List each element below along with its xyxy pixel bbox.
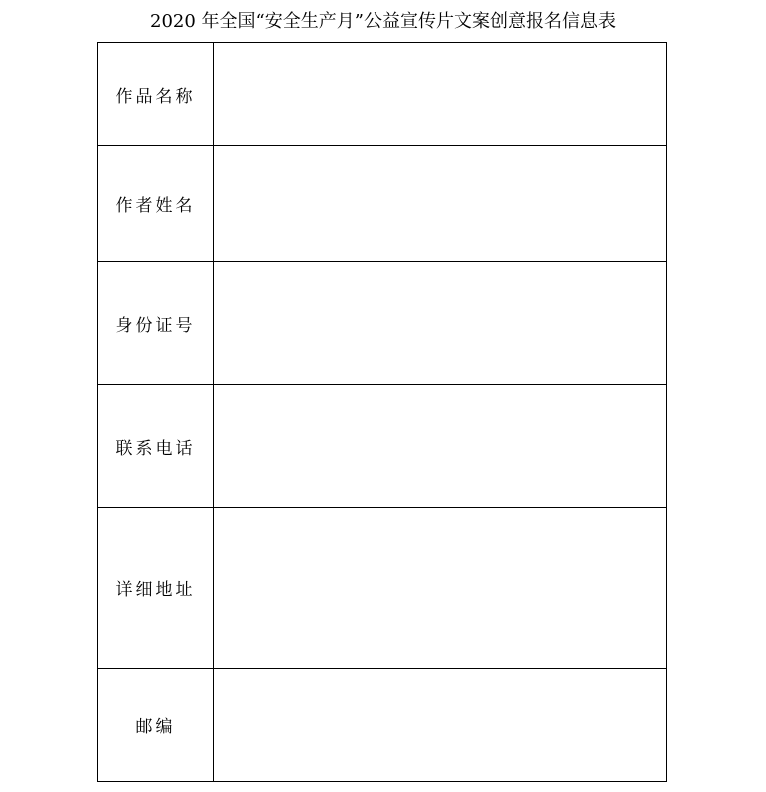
registration-form-table [97,42,667,782]
field-value-phone[interactable] [214,385,667,507]
field-value-postcode[interactable] [214,668,667,781]
field-label-postcode: 邮编 [98,668,214,781]
field-label-phone: 联系电话 [98,385,214,507]
form-row-id-number [98,262,667,385]
form-row-author-name [98,146,667,262]
document-title: 2020 年全国“安全生产月”公益宣传片文案创意报名信息表 [150,11,616,32]
form-row-phone [98,385,667,507]
field-label-id-number: 身份证号 [98,262,214,385]
field-label-author-name: 作者姓名 [98,146,214,262]
form-row-work-title [98,43,667,146]
field-label-address: 详细地址 [98,507,214,668]
field-value-id-number[interactable] [214,262,667,385]
form-row-address [98,507,667,668]
field-value-author-name[interactable] [214,146,667,262]
form-row-postcode [98,668,667,781]
field-label-work-title: 作品名称 [98,43,214,146]
field-value-address[interactable] [214,507,667,668]
field-value-work-title[interactable] [214,43,667,146]
